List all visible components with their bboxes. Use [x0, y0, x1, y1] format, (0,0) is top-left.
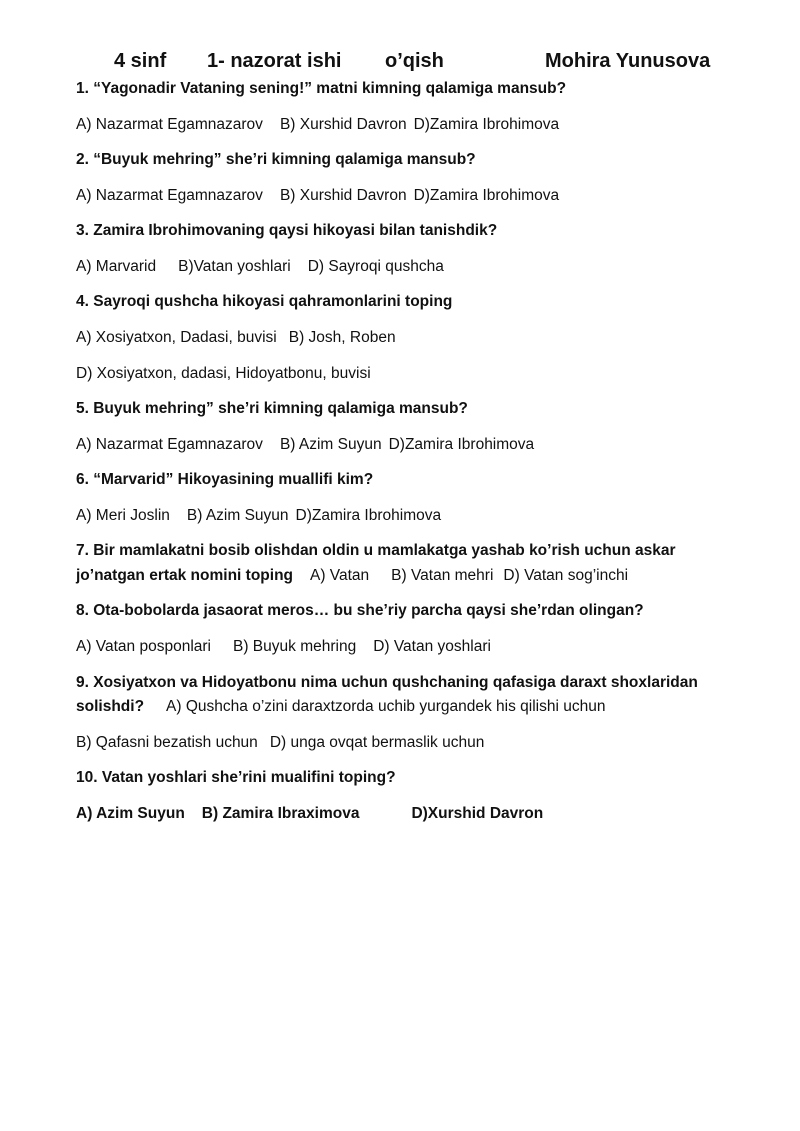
option-a: A) Qushcha o’zini daraxtzorda uchib yurgandek his qilishi uchun — [166, 698, 606, 715]
option-a: A) Marvarid — [76, 258, 157, 275]
test-header — [76, 50, 736, 80]
option-b: B) Xurshid Davron — [279, 116, 407, 133]
grade-label: 4 sinf — [114, 50, 167, 72]
option-a: A) Azim Suyun — [76, 805, 185, 822]
option-d: D) Vatan sog’inchi — [503, 567, 629, 584]
answers-9-cont — [76, 732, 484, 754]
option-d: D)Xurshid Davron — [411, 805, 544, 822]
test-title: 1- nazorat ishi — [207, 50, 342, 72]
option-d: D)Zamira Ibrohimova — [295, 507, 442, 524]
question-7-line2: jo’natgan ertak nomini toping — [76, 567, 293, 584]
option-b: B)Vatan yoshlari — [178, 258, 291, 275]
option-b: B) Azim Suyun — [186, 507, 289, 524]
option-b: B) Buyuk mehring — [233, 638, 357, 655]
option-a: A) Nazarmat Egamnazarov — [76, 187, 263, 204]
option-b: B) Vatan mehri — [391, 567, 494, 584]
question-5: 5. Buyuk mehring” she’ri kimning qalamiga mansub? — [76, 400, 468, 417]
question-10: 10. Vatan yoshlari she’rini mualifini toping? — [76, 769, 396, 786]
question-9: 9. Xosiyatxon va Hidoyatbonu nima uchun qushchaning qafasiga daraxt shoxlaridan — [76, 674, 698, 691]
question-3: 3. Zamira Ibrohimovaning qaysi hikoyasi bilan tanishdik? — [76, 222, 498, 239]
option-a: A) Nazarmat Egamnazarov — [76, 436, 263, 453]
option-d: D)Zamira Ibrohimova — [413, 187, 560, 204]
option-d: D) Sayroqi qushcha — [307, 258, 444, 275]
option-b: B) Xurshid Davron — [279, 187, 407, 204]
option-a: A) Vatan posponlari — [76, 638, 211, 655]
question-7-cont — [76, 565, 628, 587]
author-name: Mohira Yunusova — [545, 50, 711, 72]
option-a: A) Nazarmat Egamnazarov — [76, 116, 263, 133]
answers-8 — [76, 636, 491, 658]
option-b: B) Zamira Ibraximova — [201, 805, 360, 822]
option-a: A) Meri Joslin — [76, 507, 170, 524]
question-7: 7. Bir mamlakatni bosib olishdan oldin u mamlakatga yashab ko’rish uchun askar — [76, 542, 676, 559]
answers-1 — [76, 114, 559, 136]
question-6: 6. “Marvarid” Hikoyasining muallifi kim? — [76, 471, 374, 488]
option-b: B) Azim Suyun — [279, 436, 382, 453]
subject-label: o’qish — [385, 50, 444, 72]
option-a: A) Vatan — [310, 567, 370, 584]
option-d: D)Zamira Ibrohimova — [413, 116, 560, 133]
option-a: A) Xosiyatxon, Dadasi, buvisi — [76, 329, 277, 346]
question-9-line2: solishdi? — [76, 698, 145, 715]
answers-3 — [76, 256, 444, 278]
option-d: D) Vatan yoshlari — [373, 638, 491, 655]
option-d: D) Xosiyatxon, dadasi, Hidoyatbonu, buvisi — [76, 365, 371, 382]
question-4: 4. Sayroqi qushcha hikoyasi qahramonlarini toping — [76, 293, 453, 310]
answers-6 — [76, 505, 441, 527]
answers-2 — [76, 185, 559, 207]
question-9-cont — [76, 696, 605, 718]
question-8: 8. Ota-bobolarda jasaorat meros… bu she’riy parcha qaysi she’rdan olingan? — [76, 602, 644, 619]
option-d: D)Zamira Ibrohimova — [388, 436, 535, 453]
answers-4 — [76, 327, 396, 349]
question-2: 2. “Buyuk mehring” she’ri kimning qalamiga mansub? — [76, 151, 476, 168]
option-d: D) unga ovqat bermaslik uchun — [269, 734, 485, 751]
option-b: B) Qafasni bezatish uchun — [76, 734, 258, 751]
answers-5 — [76, 434, 534, 456]
answers-10 — [76, 803, 543, 825]
answers-4-cont — [76, 363, 371, 385]
question-1: 1. “Yagonadir Vataning sening!” matni kimning qalamiga mansub? — [76, 80, 567, 97]
option-b: B) Josh, Roben — [288, 329, 396, 346]
